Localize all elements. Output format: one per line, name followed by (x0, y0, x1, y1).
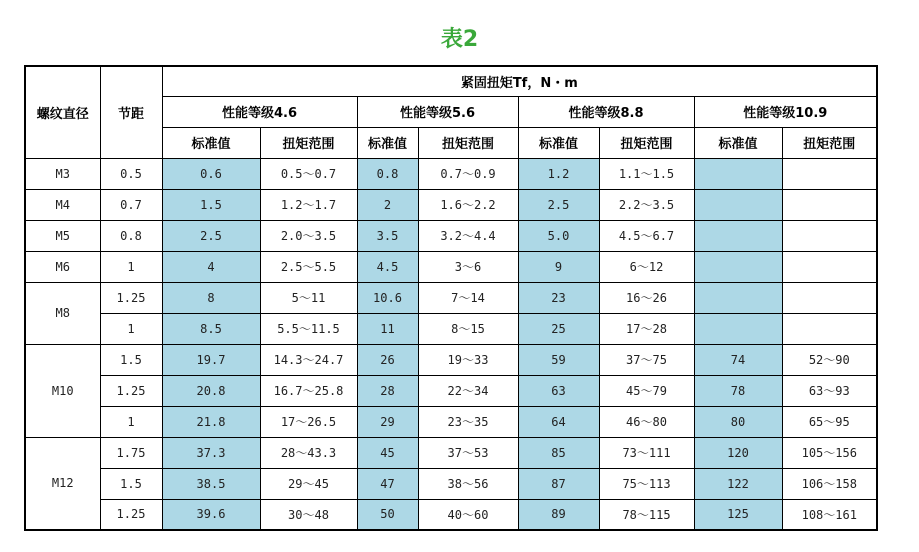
header-torque-range: 扭矩范围 (599, 127, 694, 158)
cell-std-value (694, 282, 782, 313)
header-grade-10-9: 性能等级10.9 (694, 96, 877, 127)
cell-torque-range: 75～113 (599, 468, 694, 499)
cell-torque-range: 2.0～3.5 (260, 220, 357, 251)
header-grade-5-6: 性能等级5.6 (357, 96, 518, 127)
cell-torque-range: 23～35 (418, 406, 518, 437)
cell-std-value: 0.6 (162, 158, 260, 189)
cell-torque-range: 17～28 (599, 313, 694, 344)
cell-std-value: 50 (357, 499, 418, 530)
cell-thread-size: M6 (25, 251, 100, 282)
table-row (25, 282, 877, 313)
cell-pitch: 0.7 (100, 189, 162, 220)
cell-thread-size: M3 (25, 158, 100, 189)
cell-torque-range: 108～161 (782, 499, 877, 530)
cell-pitch: 0.8 (100, 220, 162, 251)
table-row (25, 220, 877, 251)
header-grade-8-8: 性能等级8.8 (518, 96, 694, 127)
cell-torque-range: 52～90 (782, 344, 877, 375)
table-row (25, 499, 877, 530)
header-torque-range: 扭矩范围 (782, 127, 877, 158)
cell-thread-size: M8 (25, 282, 100, 344)
cell-std-value: 64 (518, 406, 599, 437)
cell-thread-size: M12 (25, 437, 100, 530)
cell-std-value: 63 (518, 375, 599, 406)
header-std-value: 标准值 (357, 127, 418, 158)
cell-std-value: 4.5 (357, 251, 418, 282)
cell-std-value: 20.8 (162, 375, 260, 406)
cell-std-value: 125 (694, 499, 782, 530)
cell-torque-range: 8～15 (418, 313, 518, 344)
cell-std-value: 122 (694, 468, 782, 499)
header-diameter: 螺纹直径 (25, 66, 100, 158)
cell-torque-range: 30～48 (260, 499, 357, 530)
cell-torque-range: 46～80 (599, 406, 694, 437)
cell-std-value: 74 (694, 344, 782, 375)
cell-torque-range: 5.5～11.5 (260, 313, 357, 344)
table-row (25, 251, 877, 282)
cell-torque-range: 45～79 (599, 375, 694, 406)
table-row (25, 406, 877, 437)
cell-std-value: 120 (694, 437, 782, 468)
cell-std-value (694, 220, 782, 251)
table-row (25, 375, 877, 406)
cell-std-value: 2 (357, 189, 418, 220)
cell-pitch: 1 (100, 406, 162, 437)
cell-std-value: 8.5 (162, 313, 260, 344)
cell-std-value: 5.0 (518, 220, 599, 251)
cell-pitch: 1.5 (100, 468, 162, 499)
cell-std-value: 38.5 (162, 468, 260, 499)
cell-torque-range: 2.2～3.5 (599, 189, 694, 220)
header-grade-4-6: 性能等级4.6 (162, 96, 357, 127)
cell-torque-range: 4.5～6.7 (599, 220, 694, 251)
cell-torque-range: 29～45 (260, 468, 357, 499)
cell-torque-range: 37～75 (599, 344, 694, 375)
header-torque-range: 扭矩范围 (260, 127, 357, 158)
cell-torque-range: 28～43.3 (260, 437, 357, 468)
cell-std-value: 85 (518, 437, 599, 468)
cell-thread-size: M10 (25, 344, 100, 437)
table-row (25, 158, 877, 189)
cell-std-value: 78 (694, 375, 782, 406)
cell-std-value: 26 (357, 344, 418, 375)
cell-torque-range: 78～115 (599, 499, 694, 530)
cell-pitch: 0.5 (100, 158, 162, 189)
cell-std-value: 29 (357, 406, 418, 437)
cell-torque-range: 16.7～25.8 (260, 375, 357, 406)
table-row (25, 437, 877, 468)
cell-torque-range: 0.7～0.9 (418, 158, 518, 189)
cell-pitch: 1 (100, 251, 162, 282)
cell-std-value: 2.5 (162, 220, 260, 251)
cell-torque-range: 5～11 (260, 282, 357, 313)
cell-std-value: 3.5 (357, 220, 418, 251)
cell-torque-range (782, 189, 877, 220)
cell-pitch: 1.25 (100, 375, 162, 406)
cell-torque-range: 38～56 (418, 468, 518, 499)
cell-pitch: 1.25 (100, 499, 162, 530)
cell-torque-range: 1.6～2.2 (418, 189, 518, 220)
cell-torque-range (782, 251, 877, 282)
cell-std-value: 59 (518, 344, 599, 375)
cell-torque-range: 3～6 (418, 251, 518, 282)
cell-torque-range: 19～33 (418, 344, 518, 375)
cell-std-value: 4 (162, 251, 260, 282)
cell-torque-range: 16～26 (599, 282, 694, 313)
cell-std-value: 28 (357, 375, 418, 406)
cell-std-value: 80 (694, 406, 782, 437)
cell-torque-range (782, 158, 877, 189)
header-pitch: 节距 (100, 66, 162, 158)
cell-std-value: 11 (357, 313, 418, 344)
cell-std-value: 1.2 (518, 158, 599, 189)
page-title: 表2 (440, 27, 479, 52)
cell-thread-size: M4 (25, 189, 100, 220)
table-row (25, 189, 877, 220)
cell-torque-range: 65～95 (782, 406, 877, 437)
cell-std-value (694, 251, 782, 282)
cell-std-value: 8 (162, 282, 260, 313)
cell-torque-range: 0.5～0.7 (260, 158, 357, 189)
cell-torque-range: 63～93 (782, 375, 877, 406)
cell-pitch: 1.25 (100, 282, 162, 313)
cell-torque-range (782, 313, 877, 344)
table-row (25, 313, 877, 344)
cell-pitch: 1.5 (100, 344, 162, 375)
cell-std-value: 1.5 (162, 189, 260, 220)
header-std-value: 标准值 (518, 127, 599, 158)
cell-torque-range (782, 282, 877, 313)
cell-std-value: 39.6 (162, 499, 260, 530)
cell-torque-range: 2.5～5.5 (260, 251, 357, 282)
cell-torque-range: 22～34 (418, 375, 518, 406)
cell-torque-range: 7～14 (418, 282, 518, 313)
header-std-value: 标准值 (694, 127, 782, 158)
cell-std-value: 87 (518, 468, 599, 499)
cell-torque-range: 37～53 (418, 437, 518, 468)
torque-table (24, 65, 878, 531)
cell-torque-range: 40～60 (418, 499, 518, 530)
cell-std-value: 19.7 (162, 344, 260, 375)
cell-pitch: 1.75 (100, 437, 162, 468)
cell-pitch: 1 (100, 313, 162, 344)
cell-std-value: 21.8 (162, 406, 260, 437)
cell-std-value: 45 (357, 437, 418, 468)
header-torque: 紧固扭矩Tf，N・m (162, 66, 877, 96)
cell-torque-range: 105～156 (782, 437, 877, 468)
cell-std-value (694, 189, 782, 220)
cell-std-value: 23 (518, 282, 599, 313)
cell-torque-range: 3.2～4.4 (418, 220, 518, 251)
cell-torque-range: 14.3～24.7 (260, 344, 357, 375)
table-body (25, 158, 877, 530)
cell-std-value: 47 (357, 468, 418, 499)
cell-torque-range: 1.2～1.7 (260, 189, 357, 220)
cell-std-value: 0.8 (357, 158, 418, 189)
cell-torque-range: 17～26.5 (260, 406, 357, 437)
cell-torque-range: 1.1～1.5 (599, 158, 694, 189)
cell-torque-range (782, 220, 877, 251)
cell-torque-range: 73～111 (599, 437, 694, 468)
cell-torque-range: 106～158 (782, 468, 877, 499)
table-row (25, 344, 877, 375)
cell-std-value: 89 (518, 499, 599, 530)
cell-std-value (694, 158, 782, 189)
cell-std-value: 10.6 (357, 282, 418, 313)
cell-std-value: 2.5 (518, 189, 599, 220)
cell-std-value: 37.3 (162, 437, 260, 468)
cell-std-value (694, 313, 782, 344)
header-std-value: 标准值 (162, 127, 260, 158)
header-torque-range: 扭矩范围 (418, 127, 518, 158)
table-row (25, 468, 877, 499)
cell-torque-range: 6～12 (599, 251, 694, 282)
cell-std-value: 25 (518, 313, 599, 344)
cell-std-value: 9 (518, 251, 599, 282)
cell-thread-size: M5 (25, 220, 100, 251)
